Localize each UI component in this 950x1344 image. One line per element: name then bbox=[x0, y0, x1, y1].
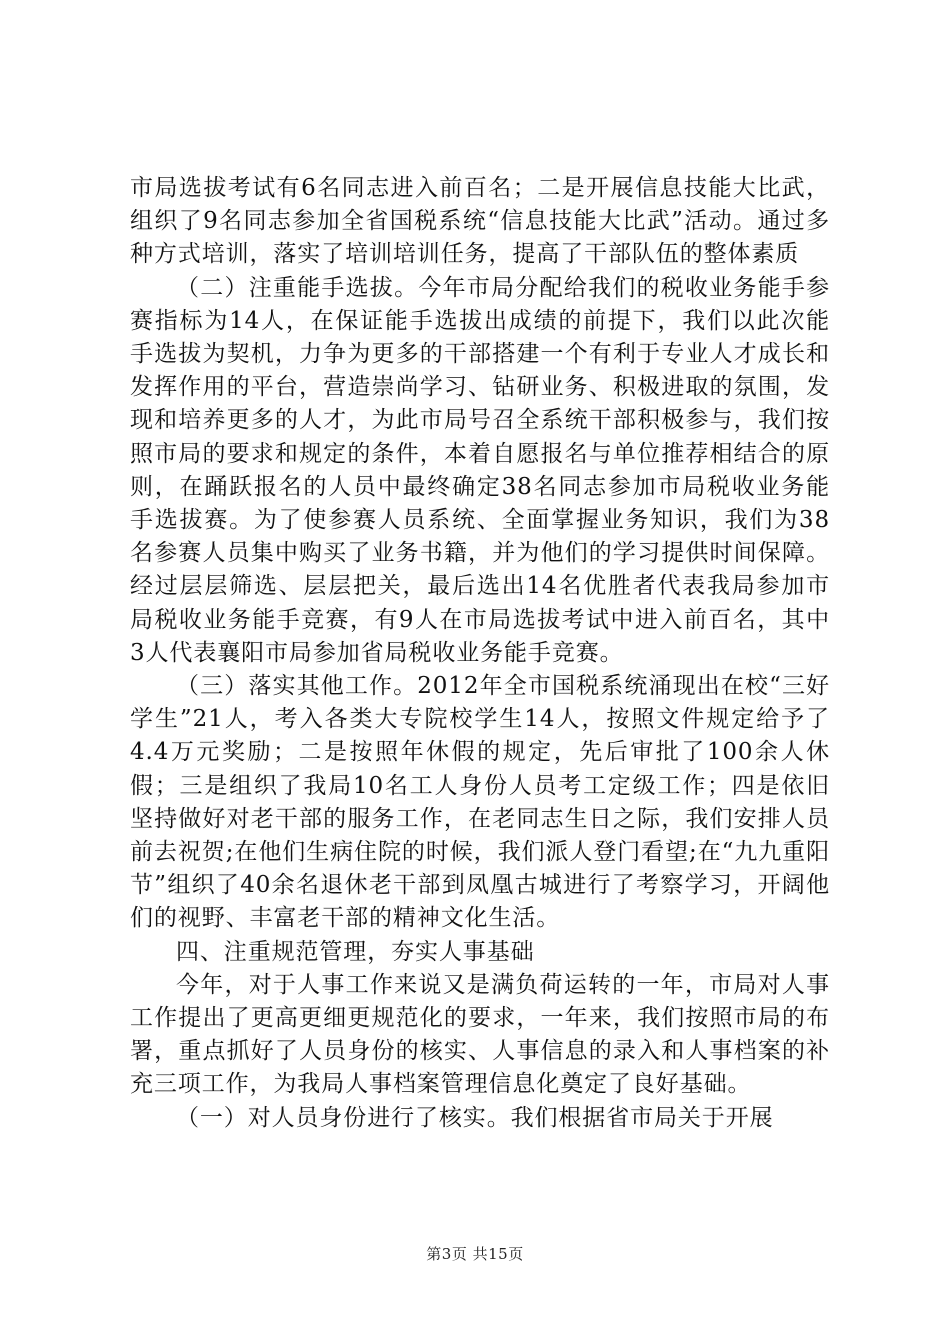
paragraph-personnel-overview: 今年，对于人事工作来说又是满负荷运转的一年，市局对人事工作提出了更高更细更规范化的要求，一年来，我们按照市局的布署，重点抓好了人员身份的核实、人事信息的录入和人事档案的补充三项工作，为我局人事档案管理信息化奠定了良好基础。 bbox=[130, 971, 830, 1098]
section-heading-personnel-management: 四、注重规范管理，夯实人事基础 bbox=[176, 938, 535, 965]
paragraph-identity-verification: （一）对人员身份进行了核实。我们根据省市局关于开展 bbox=[176, 1104, 774, 1131]
page-number-footer: 第3页 共15页 bbox=[426, 1245, 524, 1263]
document-body bbox=[130, 172, 830, 1135]
paragraph-training-summary: 市局选拔考试有6名同志进入前百名；二是开展信息技能大比武，组织了9名同志参加全省国税系统“信息技能大比武”活动。通过多种方式培训，落实了培训培训任务，提高了干部队伍的整体素质 bbox=[130, 175, 830, 268]
paragraph-talent-selection: （二）注重能手选拔。今年市局分配给我们的税收业务能手参赛指标为14人，在保证能手选拔出成绩的前提下，我们以此次能手选拔为契机，力争为更多的干部搭建一个有利于专业人才成长和发挥作用的平台，营造崇尚学习、钻研业务、积极进取的氛围，发现和培养更多的人才，为此市局号召全系统干部积极参与，我们按照市局的要求和规定的条件，本着自愿报名与单位推荐相结合的原则，在踊跃报名的人员中最终确定38名同志参加市局税收业务能手选拔赛。为了使参赛人员系统、全面掌握业务知识，我们为38名参赛人员集中购买了业务书籍，并为他们的学习提供时间保障。经过层层筛选、层层把关，最后选出14名优胜者代表我局参加市局税收业务能手竞赛，有9人在市局选拔考试中进入前百名，其中3人代表襄阳市局参加省局税收业务能手竞赛。 bbox=[130, 274, 830, 666]
paragraph-other-work: （三）落实其他工作。2012年全市国税系统涌现出在校“三好学生”21人，考入各类大专院校学生14人，按照文件规定给予了4.4万元奖励；二是按照年休假的规定，先后审批了100余人休假；三是组织了我局10名工人身份人员考工定级工作；四是依旧坚持做好对老干部的服务工作，在老同志生日之际，我们安排人员前去祝贺;在他们生病住院的时候，我们派人登门看望;在“九九重阳节”组织了40余名退休老干部到凤凰古城进行了考察学习，开阔他们的视野、丰富老干部的精神文化生活。 bbox=[130, 673, 830, 932]
